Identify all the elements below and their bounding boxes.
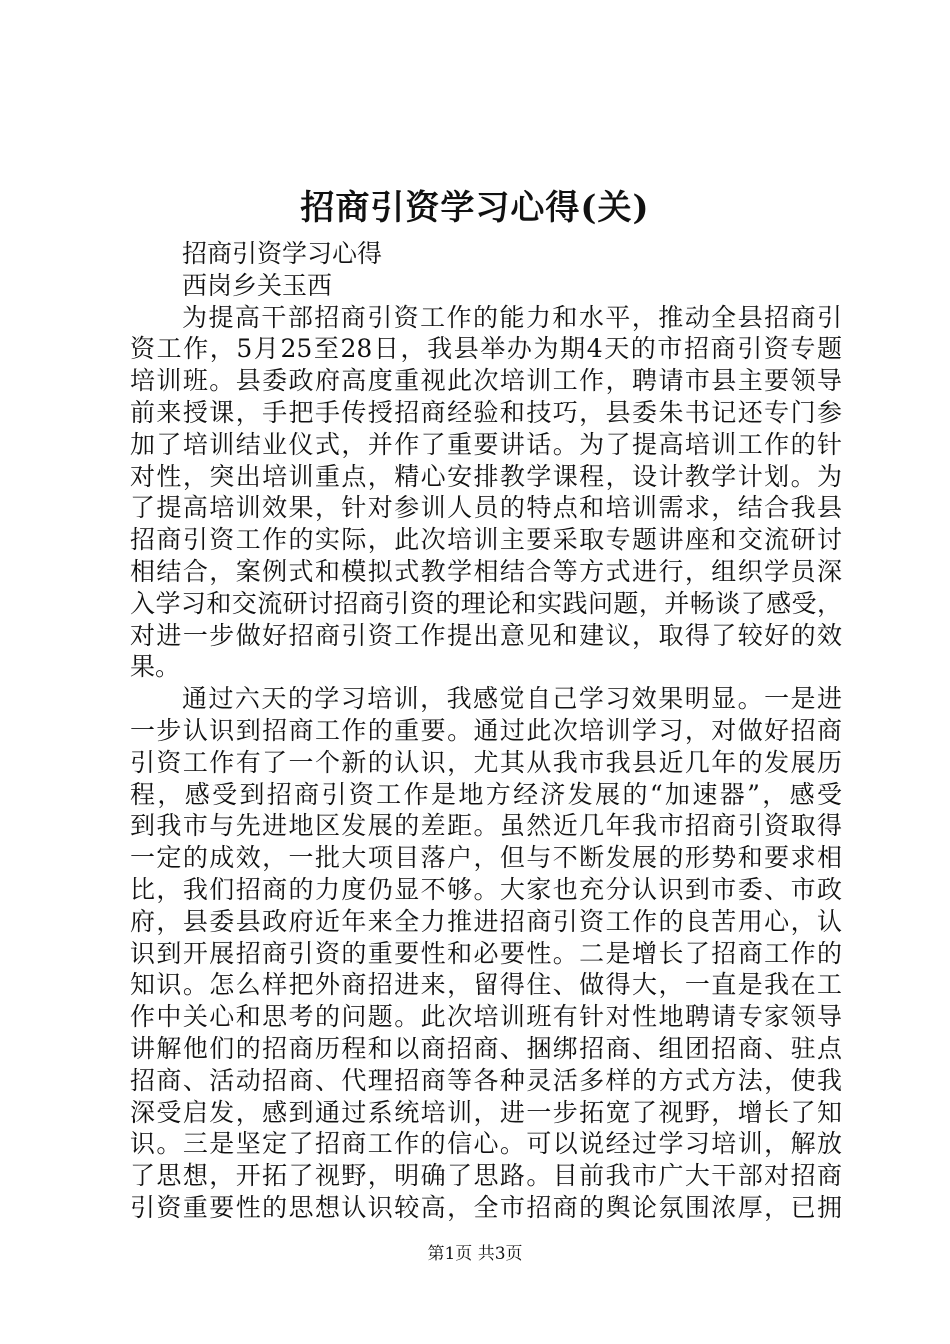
paragraph-1 (130, 302, 842, 684)
paragraph-line: 识。三是坚定了招商工作的信心。可以说经过学习培训，解放 (130, 1129, 842, 1159)
paragraph-line: 果。 (130, 652, 181, 682)
paragraph-line: 培训班。县委政府高度重视此次培训工作，聘请市县主要领导 (130, 366, 842, 396)
paragraph-line: 对性，突出培训重点，精心安排教学课程，设计教学计划。为 (130, 461, 842, 491)
paragraph-line: 到我市与先进地区发展的差距。虽然近几年我市招商引资取得 (130, 811, 842, 841)
paragraph-line: 对进一步做好招商引资工作提出意见和建议，取得了较好的效 (130, 620, 842, 650)
paragraph-line: 前来授课，手把手传授招商经验和技巧，县委朱书记还专门参 (130, 397, 842, 427)
paragraph-line: 通过六天的学习培训，我感觉自己学习效果明显。一是进 (182, 684, 842, 714)
paragraph-line: 引资工作有了一个新的认识，尤其从我市我县近几年的发展历 (130, 747, 842, 777)
paragraph-line: 知识。怎么样把外商招进来，留得住、做得大，一直是我在工 (130, 970, 842, 1000)
paragraph-line: 资工作，5月25至28日，我县举办为期4天的市招商引资专题 (130, 334, 842, 364)
paragraph-2 (130, 683, 842, 1224)
paragraph-line: 了思想，开拓了视野，明确了思路。目前我市广大干部对招商 (130, 1161, 842, 1191)
document-title: 招商引资学习心得(关) (300, 188, 650, 228)
paragraph-line: 为提高干部招商引资工作的能力和水平，推动全县招商引 (182, 302, 842, 332)
paragraph-line: 程，感受到招商引资工作是地方经济发展的“加速器”，感受 (130, 779, 842, 809)
paragraph-line: 讲解他们的招商历程和以商招商、捆绑招商、组团招商、驻点 (130, 1033, 842, 1063)
document-subtitle: 招商引资学习心得 (182, 239, 383, 268)
paragraph-line: 一定的成效，一批大项目落户，但与不断发展的形势和要求相 (130, 843, 842, 873)
paragraph-line: 招商引资工作的实际，此次培训主要采取专题讲座和交流研讨 (130, 525, 842, 555)
paragraph-line: 府，县委县政府近年来全力推进招商引资工作的良苦用心，认 (130, 906, 842, 936)
document-body (130, 238, 842, 1224)
paragraph-line: 作中关心和思考的问题。此次培训班有针对性地聘请专家领导 (130, 1002, 842, 1032)
paragraph-line: 比，我们招商的力度仍显不够。大家也充分认识到市委、市政 (130, 874, 842, 904)
paragraph-line: 了提高培训效果，针对参训人员的特点和培训需求，结合我县 (130, 493, 842, 523)
paragraph-line: 深受启发，感到通过系统培训，进一步拓宽了视野，增长了知 (130, 1097, 842, 1127)
paragraph-line: 入学习和交流研讨招商引资的理论和实践问题，并畅谈了感受， (130, 588, 842, 618)
paragraph-line: 相结合，案例式和模拟式教学相结合等方式进行，组织学员深 (130, 556, 842, 586)
paragraph-line: 引资重要性的思想认识较高，全市招商的舆论氛围浓厚，已拥 (130, 1192, 842, 1222)
paragraph-line: 招商、活动招商、代理招商等各种灵活多样的方式方法，使我 (130, 1065, 842, 1095)
paragraph-line: 一步认识到招商工作的重要。通过此次培训学习，对做好招商 (130, 715, 842, 745)
paragraph-line: 加了培训结业仪式，并作了重要讲话。为了提高培训工作的针 (130, 429, 842, 459)
paragraph-line: 识到开展招商引资的重要性和必要性。二是增长了招商工作的 (130, 938, 842, 968)
document-author: 西岗乡关玉西 (182, 270, 333, 300)
page-footer: 第1页 共3页 (427, 1244, 523, 1264)
